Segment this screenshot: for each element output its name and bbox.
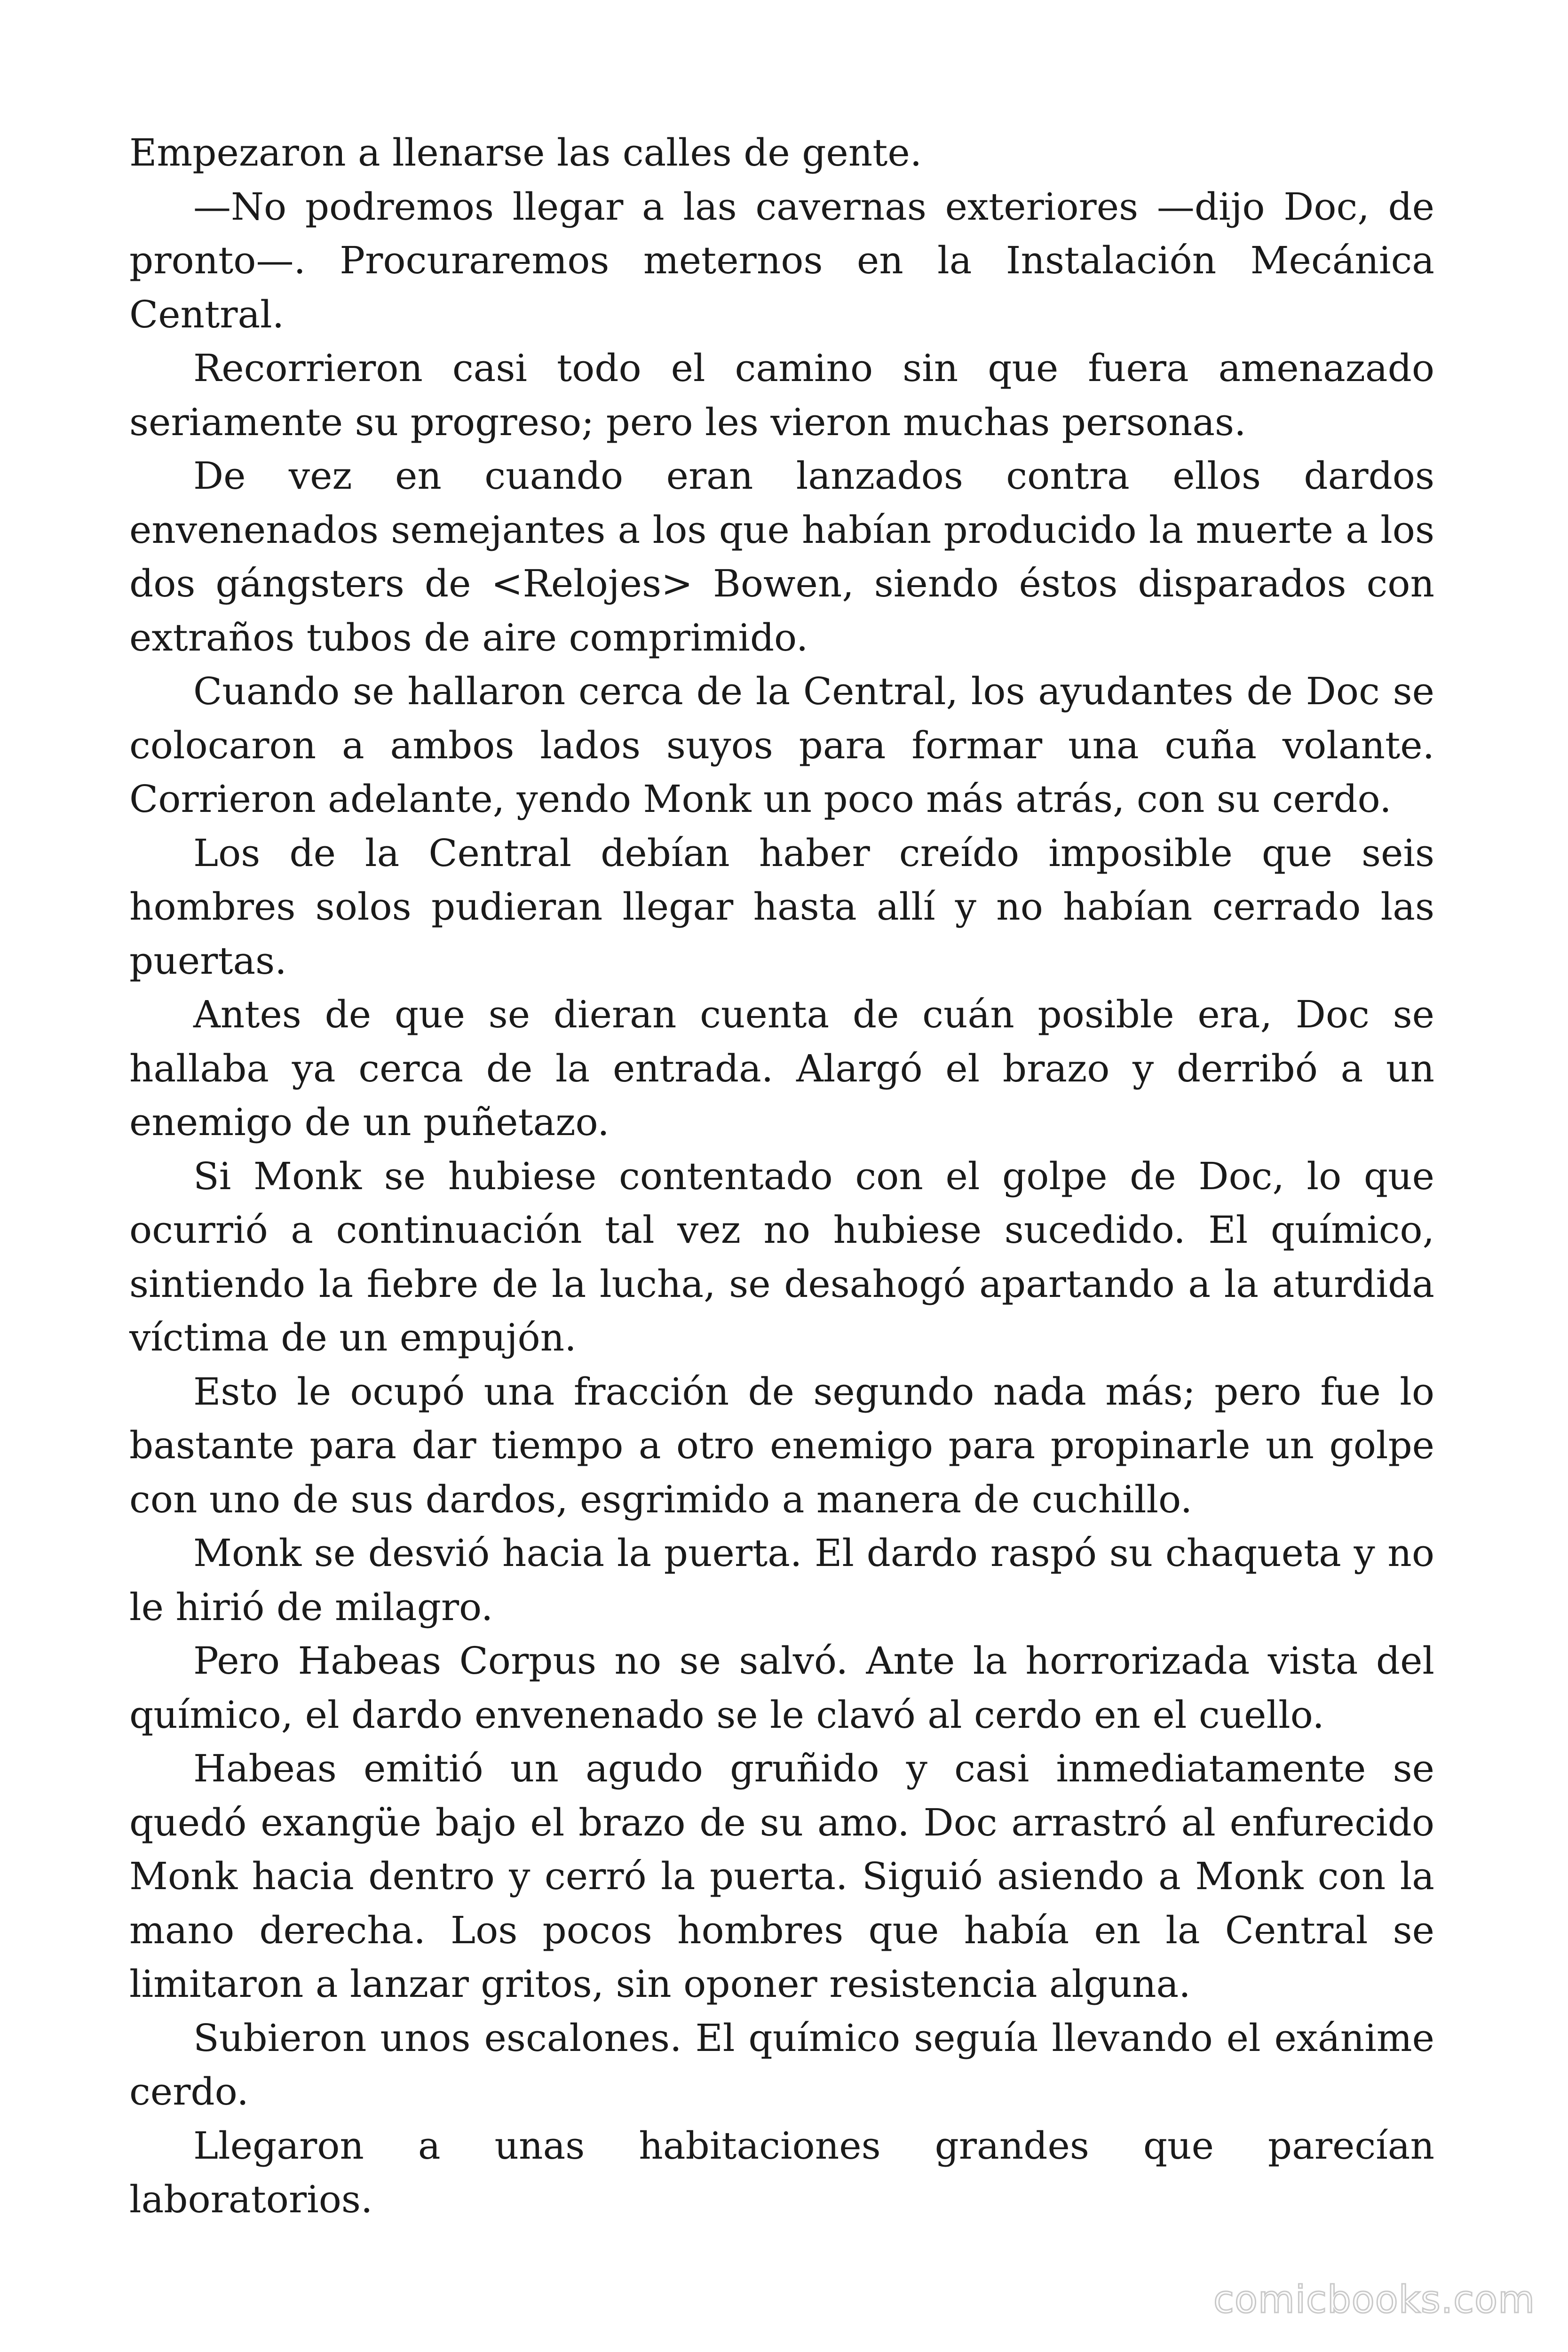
paragraph-13: Subieron unos escalones. El químico seguía llevando el exánime cerdo. bbox=[129, 2016, 1434, 2114]
paragraph-4: De vez en cuando eran lanzados contra ellos dardos envenenados semejantes a los que habían producido la muerte a los dos gángsters de <Relojes> Bowen, siendo éstos disparados con extraños tubos de aire comprimido. bbox=[129, 454, 1434, 660]
paragraph-10: Monk se desvió hacia la puerta. El dardo raspó su chaqueta y no le hirió de milagro. bbox=[129, 1531, 1434, 1629]
paragraph-3: Recorrieron casi todo el camino sin que fuera amenazado seriamente su progreso; pero les vieron muchas personas. bbox=[129, 346, 1434, 444]
paragraph-11: Pero Habeas Corpus no se salvó. Ante la horrorizada vista del químico, el dardo envenenado se le clavó al cerdo en el cuello. bbox=[129, 1639, 1434, 1737]
paragraph-5: Cuando se hallaron cerca de la Central, los ayudantes de Doc se colocaron a ambos lados suyos para formar una cuña volante. Corrieron adelante, yendo Monk un poco más atrás, con su cerdo. bbox=[129, 669, 1434, 821]
paragraph-9: Esto le ocupó una fracción de segundo nada más; pero fue lo bastante para dar tiempo a otro enemigo para propinarle un golpe con uno de sus dardos, esgrimido a manera de cuchillo. bbox=[129, 1369, 1434, 1521]
page-body bbox=[129, 126, 1434, 2227]
paragraph-6: Los de la Central debían haber creído imposible que seis hombres solos pudieran llegar hasta allí y no habían cerrado las puertas. bbox=[129, 831, 1434, 983]
paragraph-1: Empezaron a llenarse las calles de gente. bbox=[129, 131, 922, 175]
paragraph-2: —No podremos llegar a las cavernas exteriores —dijo Doc, de pronto—. Procuraremos meternos en la Instalación Mecánica Central. bbox=[129, 184, 1434, 336]
paragraph-8: Si Monk se hubiese contentado con el golpe de Doc, lo que ocurrió a continuación tal vez no hubiese sucedido. El químico, sintiendo la fiebre de la lucha, se desahogó apartando a la aturdida víctima de un empujón. bbox=[129, 1154, 1434, 1359]
paragraph-14: Llegaron a unas habitaciones grandes que parecían laboratorios. bbox=[129, 2123, 1434, 2221]
paragraph-7: Antes de que se dieran cuenta de cuán posible era, Doc se hallaba ya cerca de la entrada. Alargó el brazo y derribó a un enemigo de un puñetazo. bbox=[129, 993, 1434, 1144]
watermark: comicbooks.com bbox=[1213, 2278, 1535, 2321]
paragraph-12: Habeas emitió un agudo gruñido y casi inmediatamente se quedó exangüe bajo el brazo de su amo. Doc arrastró al enfurecido Monk hacia dentro y cerró la puerta. Siguió asiendo a Monk con la mano derecha. Los pocos hombres que había en la Central se limitaron a lanzar gritos, sin oponer resistencia alguna. bbox=[129, 1747, 1434, 2006]
